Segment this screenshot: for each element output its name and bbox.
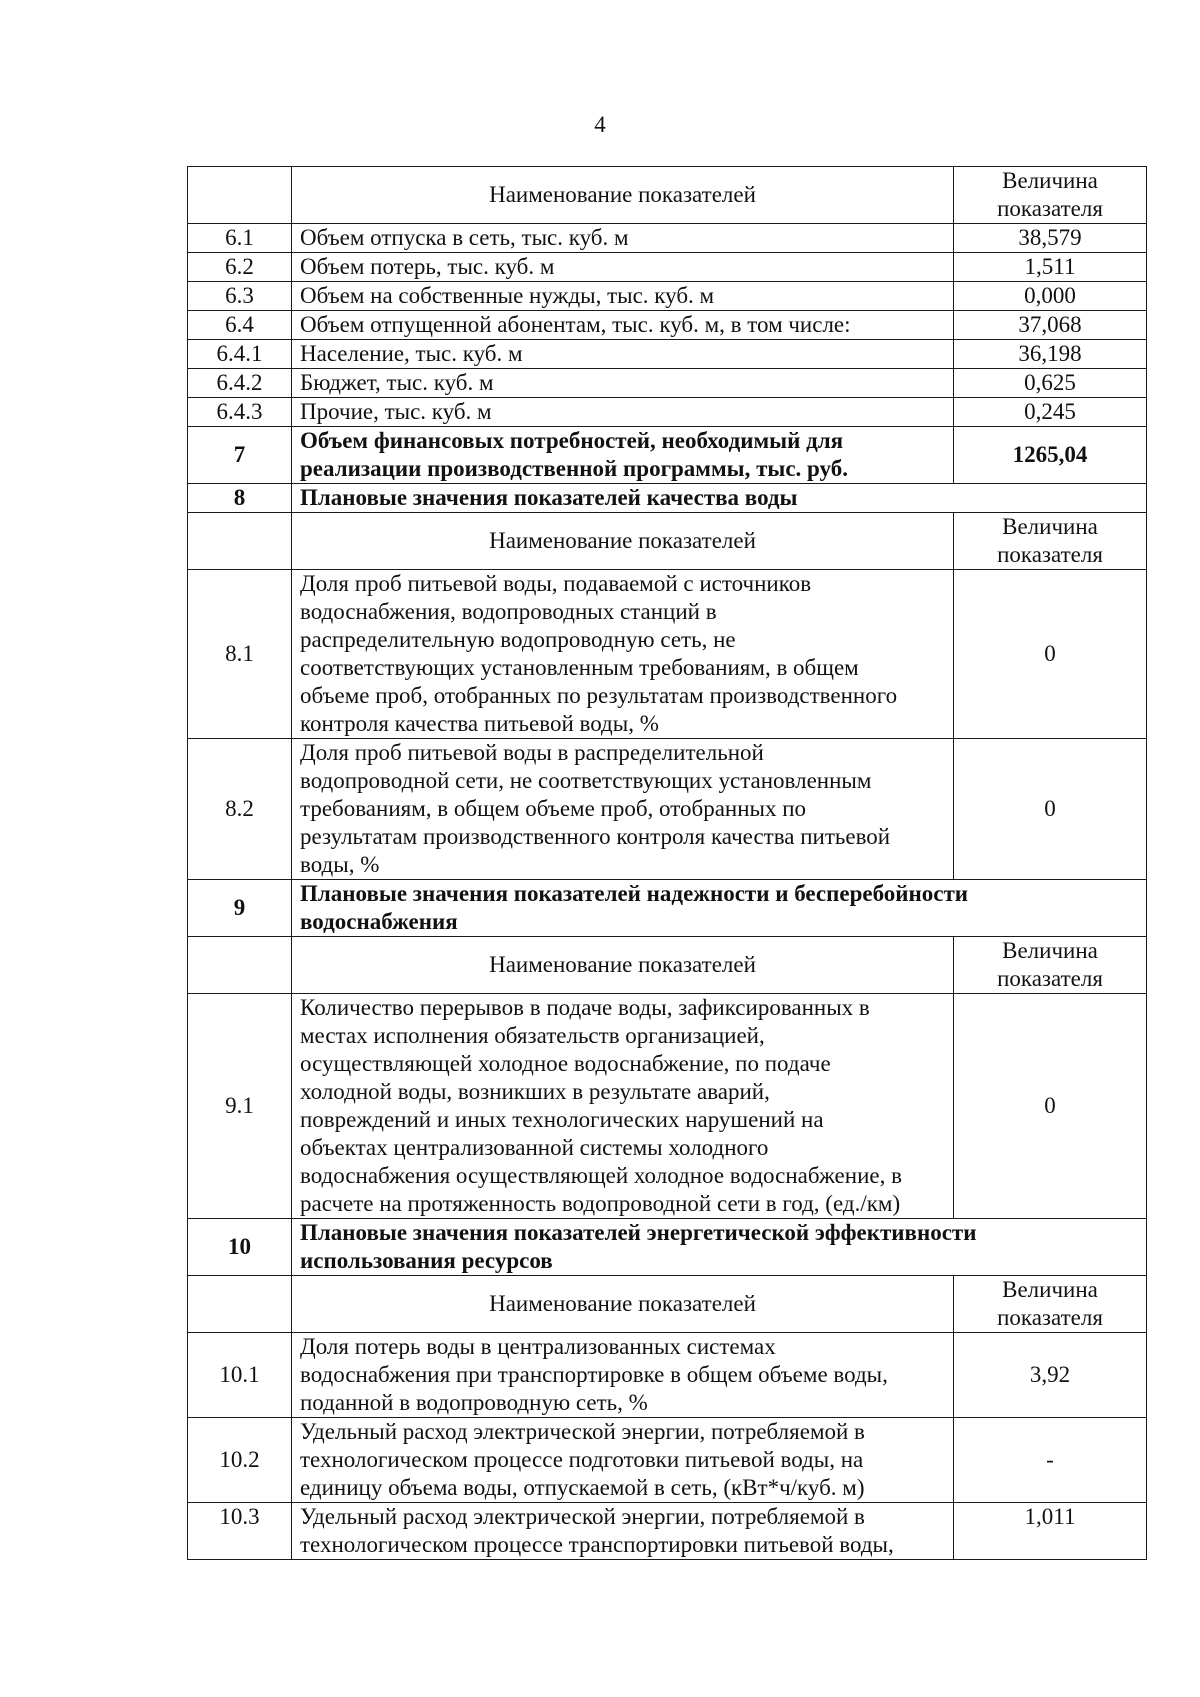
row-name-line: соответствующих установленным требованиям, в общем xyxy=(300,655,859,680)
section-title-line: Плановые значения показателей надежности и бесперебойности xyxy=(300,881,969,906)
table-row xyxy=(188,570,1147,739)
row-value: 0,245 xyxy=(954,398,1147,427)
row-name-line: Удельный расход электрической энергии, потребляемой в xyxy=(300,1419,865,1444)
header-num-cell xyxy=(188,1276,292,1333)
section-row-10 xyxy=(188,1219,1147,1276)
row-name-line: поданной в водопроводную сеть, % xyxy=(300,1390,648,1415)
row-name: Население, тыс. куб. м xyxy=(292,340,954,369)
header-name-cell: Наименование показателей xyxy=(292,167,954,224)
row-value: 1265,04 xyxy=(954,427,1147,484)
header-value-line: показателя xyxy=(997,1305,1103,1330)
table-row xyxy=(188,739,1147,880)
row-name xyxy=(292,1418,954,1503)
row-name-line: водоснабжения осуществляющей холодное водоснабжение, в xyxy=(300,1163,902,1188)
row-number: 10.2 xyxy=(188,1418,292,1503)
row-name: Бюджет, тыс. куб. м xyxy=(292,369,954,398)
row-name xyxy=(292,739,954,880)
row-number: 8.1 xyxy=(188,570,292,739)
row-name-line: повреждений и иных технологических нарушений на xyxy=(300,1107,824,1132)
header-value-cell xyxy=(954,513,1147,570)
row-name-line: реализации производственной программы, тыс. руб. xyxy=(300,456,848,481)
row-number: 6.4.3 xyxy=(188,398,292,427)
row-name-line: местах исполнения обязательств организацией, xyxy=(300,1023,765,1048)
row-name xyxy=(292,427,954,484)
row-value: 0 xyxy=(954,739,1147,880)
row-value: 38,579 xyxy=(954,224,1147,253)
row-name-line: единицу объема воды, отпускаемой в сеть, (кВт*ч/куб. м) xyxy=(300,1475,865,1500)
page-number: 4 xyxy=(594,112,606,137)
header-name-cell: Наименование показателей xyxy=(292,937,954,994)
row-name-line: Количество перерывов в подаче воды, зафиксированных в xyxy=(300,995,870,1020)
section-number: 8 xyxy=(188,484,292,513)
row-name: Прочие, тыс. куб. м xyxy=(292,398,954,427)
table-row xyxy=(188,282,1147,311)
section-number: 9 xyxy=(188,880,292,937)
row-number: 6.2 xyxy=(188,253,292,282)
header-value-line: показателя xyxy=(997,966,1103,991)
section-title-line: Плановые значения показателей энергетической эффективности xyxy=(300,1220,977,1245)
row-number: 7 xyxy=(188,427,292,484)
row-number: 10.3 xyxy=(188,1503,292,1560)
header-value-cell xyxy=(954,167,1147,224)
row-name-line: расчете на протяженность водопроводной сети в год, (ед./км) xyxy=(300,1191,901,1216)
section-title xyxy=(292,1219,1147,1276)
row-value: 0,000 xyxy=(954,282,1147,311)
row-number: 6.4.1 xyxy=(188,340,292,369)
row-name-line: Доля проб питьевой воды в распределительной xyxy=(300,740,764,765)
header-value-line: показателя xyxy=(997,196,1103,221)
row-name-line: технологическом процессе подготовки питьевой воды, на xyxy=(300,1447,864,1472)
section-title: Плановые значения показателей качества воды xyxy=(292,484,1147,513)
row-value: 1,511 xyxy=(954,253,1147,282)
table-header-row xyxy=(188,937,1147,994)
row-name: Объем отпуска в сеть, тыс. куб. м xyxy=(292,224,954,253)
row-name-line: требованиям, в общем объеме проб, отобранных по xyxy=(300,796,807,821)
indicators-table xyxy=(187,166,1147,1560)
row-number: 6.1 xyxy=(188,224,292,253)
table-header-row xyxy=(188,167,1147,224)
header-name-cell: Наименование показателей xyxy=(292,513,954,570)
row-value: 0 xyxy=(954,994,1147,1219)
table-row xyxy=(188,369,1147,398)
row-name-line: осуществляющей холодное водоснабжение, по подаче xyxy=(300,1051,831,1076)
header-name-cell: Наименование показателей xyxy=(292,1276,954,1333)
row-name-line: водоснабжения при транспортировке в общем объеме воды, xyxy=(300,1362,888,1387)
header-value-line: показателя xyxy=(997,542,1103,567)
row-name-line: водопроводной сети, не соответствующих установленным xyxy=(300,768,872,793)
row-name xyxy=(292,1503,954,1560)
row-name-line: Удельный расход электрической энергии, потребляемой в xyxy=(300,1504,865,1529)
row-name: Объем потерь, тыс. куб. м xyxy=(292,253,954,282)
header-value-line: Величина xyxy=(1002,1277,1098,1302)
header-num-cell xyxy=(188,513,292,570)
header-value-cell xyxy=(954,937,1147,994)
table-row xyxy=(188,1333,1147,1418)
section-title xyxy=(292,880,1147,937)
table-row xyxy=(188,340,1147,369)
row-value: 37,068 xyxy=(954,311,1147,340)
table-row xyxy=(188,311,1147,340)
row-name xyxy=(292,1333,954,1418)
table-row xyxy=(188,224,1147,253)
table-row xyxy=(188,398,1147,427)
row-value: 36,198 xyxy=(954,340,1147,369)
row-name-line: холодной воды, возникших в результате аварий, xyxy=(300,1079,770,1104)
table-row xyxy=(188,253,1147,282)
row-name: Объем отпущенной абонентам, тыс. куб. м, в том числе: xyxy=(292,311,954,340)
header-value-cell xyxy=(954,1276,1147,1333)
header-value-line: Величина xyxy=(1002,514,1098,539)
row-name xyxy=(292,570,954,739)
row-number: 10.1 xyxy=(188,1333,292,1418)
row-name-line: результатам производственного контроля качества питьевой xyxy=(300,824,891,849)
section-row-8 xyxy=(188,484,1147,513)
header-num-cell xyxy=(188,937,292,994)
header-num-cell xyxy=(188,167,292,224)
header-value-line: Величина xyxy=(1002,938,1098,963)
header-value-line: Величина xyxy=(1002,168,1098,193)
row-number: 6.4 xyxy=(188,311,292,340)
row-value: 3,92 xyxy=(954,1333,1147,1418)
row-value: - xyxy=(954,1418,1147,1503)
row-number: 8.2 xyxy=(188,739,292,880)
table-header-row xyxy=(188,1276,1147,1333)
row-number: 9.1 xyxy=(188,994,292,1219)
row-name-line: объеме проб, отобранных по результатам производственного xyxy=(300,683,898,708)
row-name-line: Объем финансовых потребностей, необходимый для xyxy=(300,428,844,453)
row-name: Объем на собственные нужды, тыс. куб. м xyxy=(292,282,954,311)
section-number: 10 xyxy=(188,1219,292,1276)
row-number: 6.4.2 xyxy=(188,369,292,398)
row-name-line: Доля потерь воды в централизованных системах xyxy=(300,1334,776,1359)
section-row-9 xyxy=(188,880,1147,937)
row-name-line: контроля качества питьевой воды, % xyxy=(300,711,659,736)
table-row-financial xyxy=(188,427,1147,484)
section-title-line: использования ресурсов xyxy=(300,1248,553,1273)
row-value: 1,011 xyxy=(954,1503,1147,1560)
row-name-line: распределительную водопроводную сеть, не xyxy=(300,627,736,652)
row-name xyxy=(292,994,954,1219)
row-value: 0,625 xyxy=(954,369,1147,398)
row-name-line: воды, % xyxy=(300,852,380,877)
section-title-line: водоснабжения xyxy=(300,909,458,934)
row-value: 0 xyxy=(954,570,1147,739)
row-name-line: технологическом процессе транспортировки питьевой воды, xyxy=(300,1532,894,1557)
table-row xyxy=(188,994,1147,1219)
table-row xyxy=(188,1418,1147,1503)
table-header-row xyxy=(188,513,1147,570)
row-number: 6.3 xyxy=(188,282,292,311)
row-name-line: объектах централизованной системы холодного xyxy=(300,1135,769,1160)
row-name-line: водоснабжения, водопроводных станций в xyxy=(300,599,717,624)
row-name-line: Доля проб питьевой воды, подаваемой с источников xyxy=(300,571,812,596)
table-row xyxy=(188,1503,1147,1560)
